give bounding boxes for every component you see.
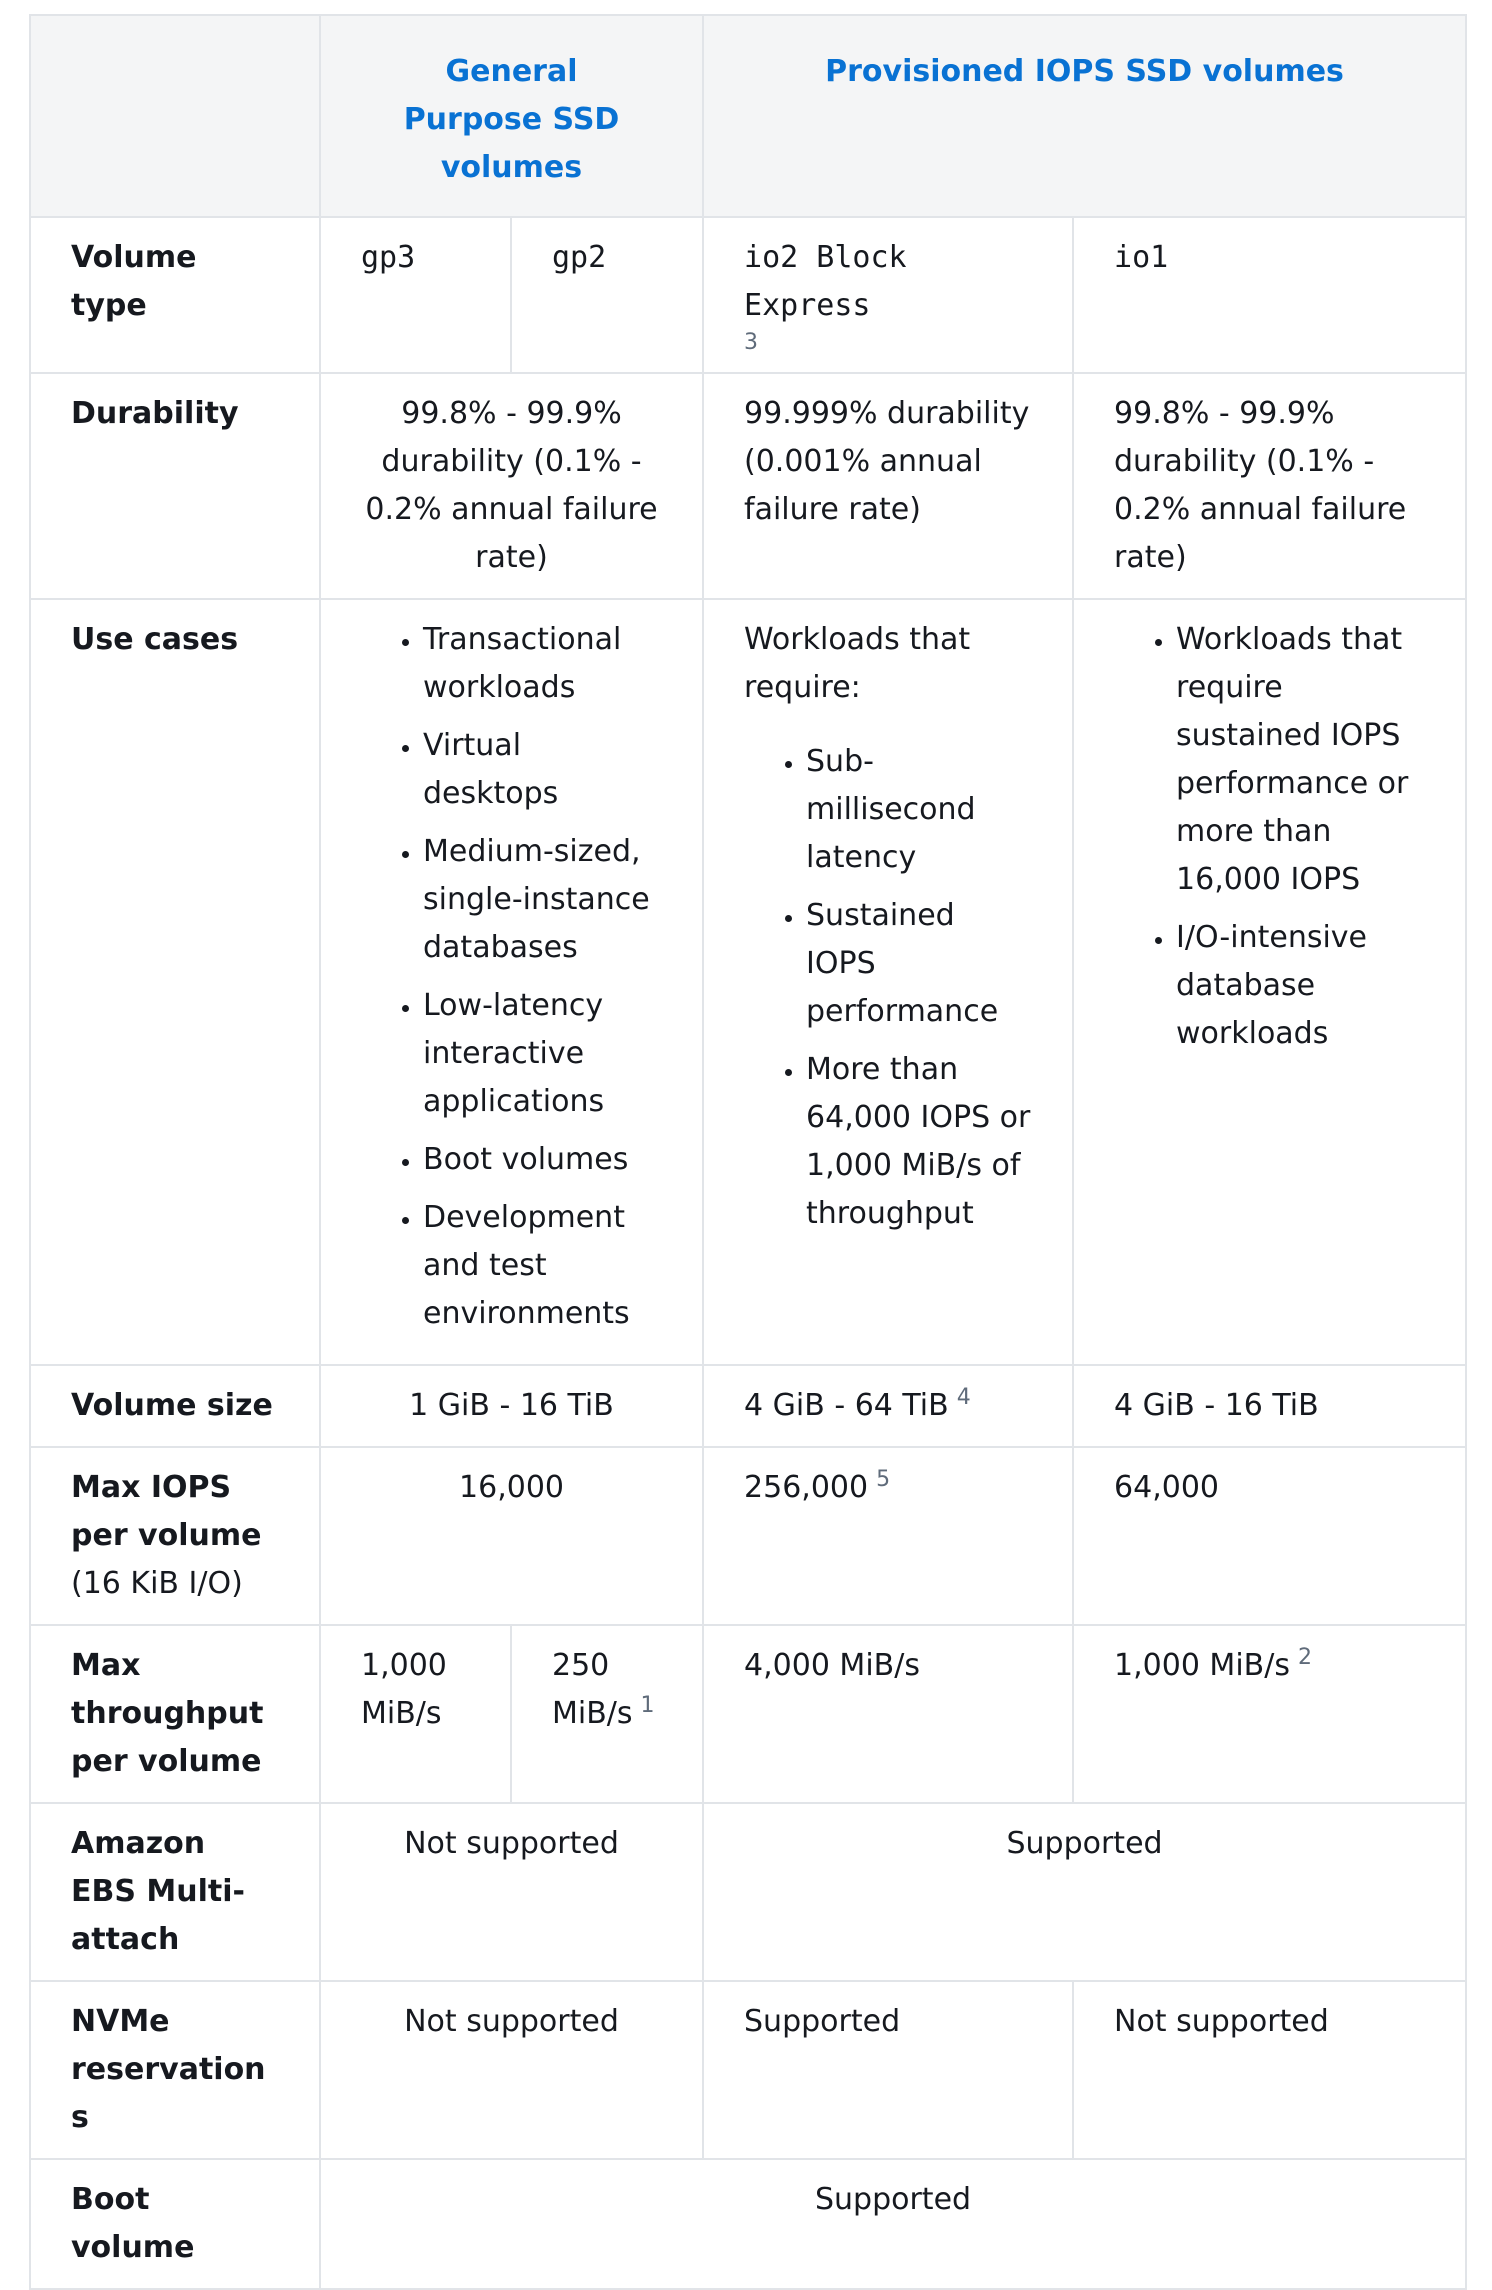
gp-use-case-list <box>383 616 662 1338</box>
list-item: • Development and test environments <box>423 1194 662 1338</box>
footnote-2[interactable]: 2 <box>1297 1645 1312 1670</box>
row-max-iops <box>30 1447 1466 1625</box>
row-label-multi-attach: Amazon EBS Multi-attach <box>30 1803 320 1981</box>
row-label-max-throughput: Max throughput per volume <box>30 1625 320 1803</box>
cell-durability-io1: 99.8% - 99.9% durability (0.1% - 0.2% annual failure rate) <box>1073 373 1466 599</box>
list-item: • Low-latency interactive applications <box>423 982 662 1126</box>
io1-use-case-list <box>1114 616 1425 1058</box>
footnote-4[interactable]: 4 <box>956 1385 971 1410</box>
row-label-max-iops <box>30 1447 320 1625</box>
row-durability <box>30 373 1466 599</box>
volume-size-io2-value: 4 GiB - 64 TiB <box>744 1388 949 1423</box>
row-label-volume-size: Volume size <box>30 1365 320 1447</box>
cell-use-cases-io1 <box>1073 599 1466 1365</box>
list-item: • More than 64,000 IOPS or 1,000 MiB/s of throughput <box>806 1046 1032 1238</box>
row-label-boot-volume: Boot volume <box>30 2159 320 2289</box>
cell-use-cases-gp <box>320 599 703 1365</box>
header-row <box>30 15 1466 217</box>
list-item: • Sustained IOPS performance <box>806 892 1032 1036</box>
row-multi-attach <box>30 1803 1466 1981</box>
cell-volume-size-io2 <box>703 1365 1073 1447</box>
list-item: • Transactional workloads <box>423 616 662 712</box>
header-provisioned-iops-link[interactable]: Provisioned IOPS SSD volumes <box>825 54 1344 89</box>
cell-multi-attach-io: Supported <box>703 1803 1466 1981</box>
cell-nvme-io1: Not supported <box>1073 1981 1466 2159</box>
max-throughput-gp2-value: 250 MiB/s <box>552 1648 633 1731</box>
row-label-volume-type: Volume type <box>30 217 320 373</box>
list-item: • Workloads that require sustained IOPS performance or more than 16,000 IOPS <box>1176 616 1425 904</box>
cell-max-throughput-gp3: 1,000 MiB/s <box>320 1625 511 1803</box>
cell-volume-size-io1: 4 GiB - 16 TiB <box>1073 1365 1466 1447</box>
cell-max-iops-io2 <box>703 1447 1073 1625</box>
cell-max-iops-gp: 16,000 <box>320 1447 703 1625</box>
cell-io2-block-express <box>703 217 1073 373</box>
row-volume-type <box>30 217 1466 373</box>
cell-max-throughput-io2: 4,000 MiB/s <box>703 1625 1073 1803</box>
footnote-1[interactable]: 1 <box>640 1693 655 1718</box>
io2-use-case-list <box>744 738 1032 1238</box>
io2-type-label: io2 Block Express <box>744 240 907 323</box>
max-iops-io2-value: 256,000 <box>744 1470 869 1505</box>
cell-durability-io2: 99.999% durability (0.001% annual failure rate) <box>703 373 1073 599</box>
header-provisioned-iops[interactable] <box>703 15 1466 217</box>
header-general-purpose-link[interactable]: General Purpose SSD volumes <box>403 54 620 185</box>
header-general-purpose[interactable] <box>320 15 703 217</box>
cell-max-iops-io1: 64,000 <box>1073 1447 1466 1625</box>
footnote-3[interactable]: 3 <box>744 330 759 355</box>
cell-boot-volume-all: Supported <box>320 2159 1466 2289</box>
cell-multi-attach-gp: Not supported <box>320 1803 703 1981</box>
cell-volume-size-gp: 1 GiB - 16 TiB <box>320 1365 703 1447</box>
cell-max-throughput-io1 <box>1073 1625 1466 1803</box>
cell-nvme-io2: Supported <box>703 1981 1073 2159</box>
row-use-cases <box>30 599 1466 1365</box>
list-item: • Sub-millisecond latency <box>806 738 1032 882</box>
list-item: • Virtual desktops <box>423 722 662 818</box>
header-empty-cell <box>30 15 320 217</box>
cell-gp3: gp3 <box>320 217 511 373</box>
list-item: • I/O-intensive database workloads <box>1176 914 1425 1058</box>
cell-max-throughput-gp2 <box>511 1625 703 1803</box>
list-item: • Boot volumes <box>423 1136 662 1184</box>
cell-use-cases-io2 <box>703 599 1073 1365</box>
max-throughput-io1-value: 1,000 MiB/s <box>1114 1648 1290 1683</box>
row-label-durability: Durability <box>30 373 320 599</box>
max-iops-label-unit: (16 KiB I/O) <box>71 1566 243 1601</box>
ebs-volume-comparison-table <box>29 14 1467 2290</box>
max-iops-label: Max IOPS per volume <box>71 1470 262 1553</box>
row-label-use-cases: Use cases <box>30 599 320 1365</box>
cell-nvme-gp: Not supported <box>320 1981 703 2159</box>
list-item: • Medium-sized, single-instance databases <box>423 828 662 972</box>
row-max-throughput <box>30 1625 1466 1803</box>
cell-io1: io1 <box>1073 217 1466 373</box>
io2-use-case-intro: Workloads that require: <box>744 622 971 705</box>
row-volume-size <box>30 1365 1466 1447</box>
cell-gp2: gp2 <box>511 217 703 373</box>
row-label-nvme-reservations: NVMe reservations <box>30 1981 320 2159</box>
row-boot-volume <box>30 2159 1466 2289</box>
footnote-5[interactable]: 5 <box>876 1467 891 1492</box>
cell-durability-gp: 99.8% - 99.9% durability (0.1% - 0.2% annual failure rate) <box>320 373 703 599</box>
row-nvme-reservations <box>30 1981 1466 2159</box>
